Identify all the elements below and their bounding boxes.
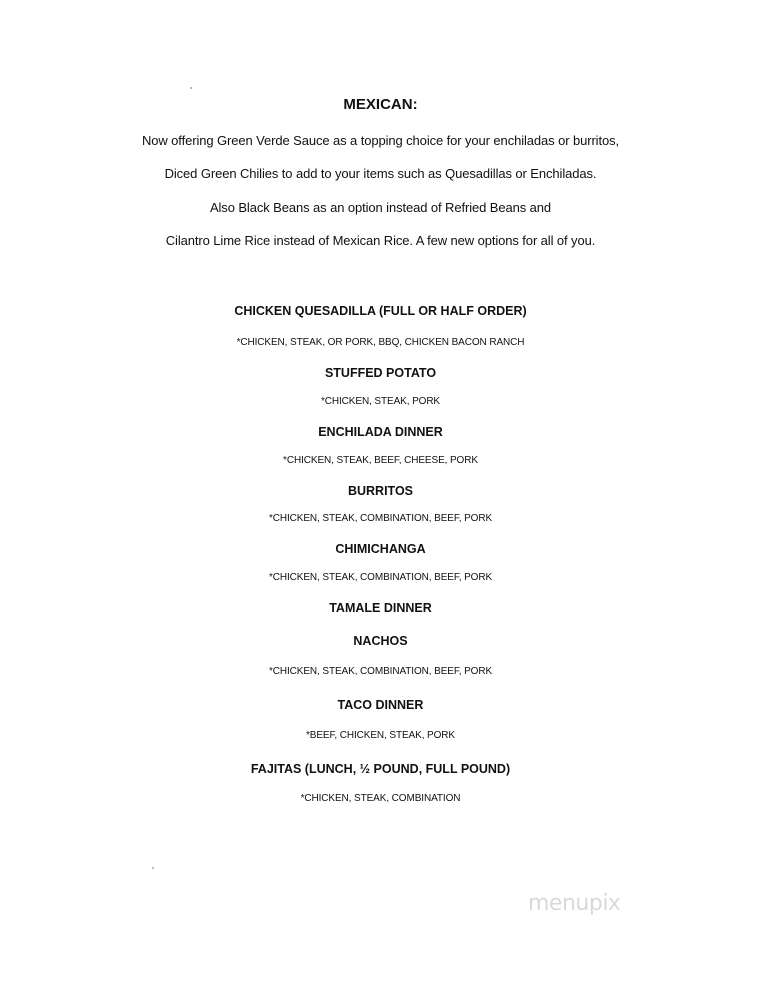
watermark-logo: menupix (528, 891, 621, 916)
menu-item-options: *CHICKEN, STEAK, COMBINATION (300, 793, 461, 804)
menu-item-chimichanga: CHIMICHANGA (335, 542, 426, 556)
menu-item-taco-dinner: TACO DINNER (337, 698, 424, 712)
scan-speck (152, 867, 154, 869)
menu-item-options: *CHICKEN, STEAK, COMBINATION, BEEF, PORK (268, 666, 493, 677)
scan-speck (190, 87, 192, 89)
section-heading: MEXICAN: (343, 96, 418, 113)
menu-item-options: *CHICKEN, STEAK, COMBINATION, BEEF, PORK (268, 513, 493, 524)
menu-item-chicken-quesadilla: CHICKEN QUESADILLA (FULL OR HALF ORDER) (234, 304, 527, 318)
intro-line-3: Also Black Beans as an option instead of Refried Beans and (209, 200, 552, 215)
menu-item-tamale-dinner: TAMALE DINNER (329, 601, 432, 615)
menu-item-burritos: BURRITOS (347, 484, 414, 498)
menu-item-options: *CHICKEN, STEAK, OR PORK, BBQ, CHICKEN BACON RANCH (236, 337, 525, 348)
menu-item-stuffed-potato: STUFFED POTATO (324, 366, 437, 380)
menu-item-options: *BEEF, CHICKEN, STEAK, PORK (305, 730, 455, 741)
menu-item-enchilada-dinner: ENCHILADA DINNER (318, 425, 443, 439)
menu-item-nachos: NACHOS (353, 634, 408, 648)
menu-item-options: *CHICKEN, STEAK, PORK (320, 396, 441, 407)
menu-item-options: *CHICKEN, STEAK, BEEF, CHEESE, PORK (283, 455, 478, 466)
intro-line-1: Now offering Green Verde Sauce as a topping choice for your enchiladas or burritos, (141, 133, 620, 148)
menu-item-options: *CHICKEN, STEAK, COMBINATION, BEEF, PORK (268, 572, 493, 583)
intro-line-2: Diced Green Chilies to add to your items such as Quesadillas or Enchiladas. (164, 166, 597, 181)
menu-item-fajitas: FAJITAS (LUNCH, ½ POUND, FULL POUND) (250, 762, 511, 776)
intro-line-4: Cilantro Lime Rice instead of Mexican Rice. A few new options for all of you. (165, 233, 596, 248)
